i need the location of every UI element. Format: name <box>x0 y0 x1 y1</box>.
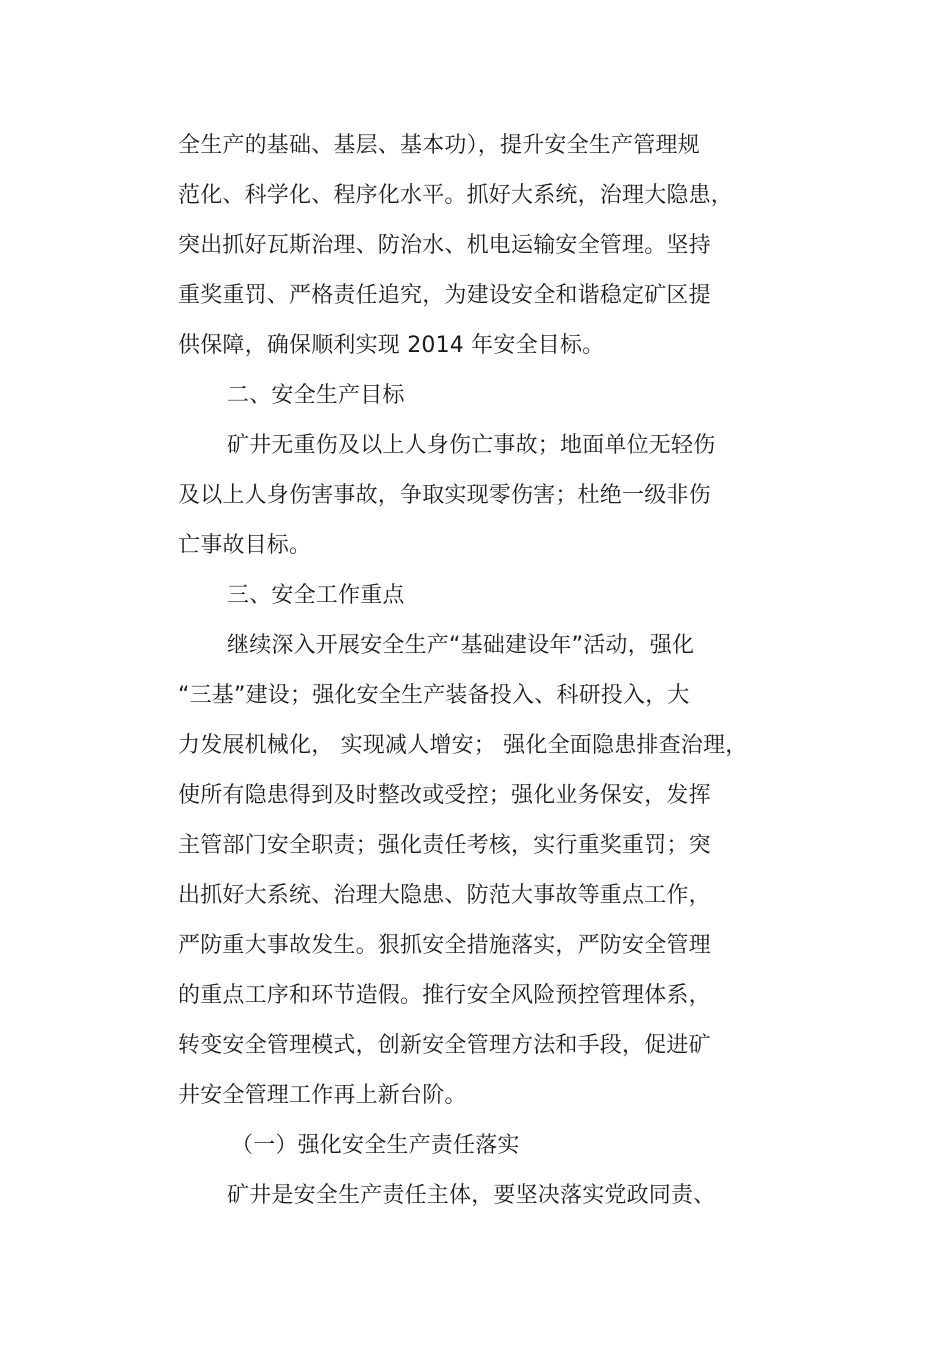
subsection-heading: （一）强化安全生产责任落实 <box>231 1133 520 1158</box>
body-line: 突出抓好瓦斯治理、防治水、机电运输安全管理。坚持 <box>178 233 711 258</box>
body-line: 的重点工序和环节造假。推行安全风险预控管理体系， <box>178 983 711 1008</box>
section-heading: 二、安全生产目标 <box>227 383 405 408</box>
body-line: 使所有隐患得到及时整改或受控；强化业务保安，发挥 <box>178 783 711 808</box>
body-line: 转变安全管理模式，创新安全管理方法和手段，促进矿 <box>178 1033 711 1058</box>
body-line: 严防重大事故发生。狠抓安全措施落实，严防安全管理 <box>178 933 711 958</box>
body-line: 亡事故目标。 <box>178 533 312 558</box>
body-line: 全生产的基础、基层、基本功），提升安全生产管理规 <box>178 133 700 158</box>
section-heading: 三、安全工作重点 <box>227 583 405 608</box>
body-line: 力发展机械化， 实现减人增安； 强化全面隐患排查治理， <box>178 733 748 758</box>
body-line: 范化、科学化、程序化水平。抓好大系统，治理大隐患， <box>178 183 734 208</box>
body-line: 主管部门安全职责；强化责任考核，实行重奖重罚；突 <box>178 833 711 858</box>
paragraph-first-line: 继续深入开展安全生产“基础建设年”活动，强化 <box>227 633 695 658</box>
body-line: 井安全管理工作再上新台阶。 <box>178 1083 467 1108</box>
body-line: 重奖重罚、严格责任追究，为建设安全和谐稳定矿区提 <box>178 283 711 308</box>
body-line: 出抓好大系统、治理大隐患、防范大事故等重点工作， <box>178 883 711 908</box>
body-line: 及以上人身伤害事故，争取实现零伤害；杜绝一级非伤 <box>178 483 711 508</box>
body-line: 供保障，确保顺利实现 2014 年安全目标。 <box>178 333 605 358</box>
paragraph-first-line: 矿井无重伤及以上人身伤亡事故；地面单位无轻伤 <box>227 433 716 458</box>
body-line: “三基”建设；强化安全生产装备投入、科研投入，大 <box>178 683 690 708</box>
paragraph-first-line: 矿井是安全生产责任主体，要坚决落实党政同责、 <box>227 1183 716 1208</box>
